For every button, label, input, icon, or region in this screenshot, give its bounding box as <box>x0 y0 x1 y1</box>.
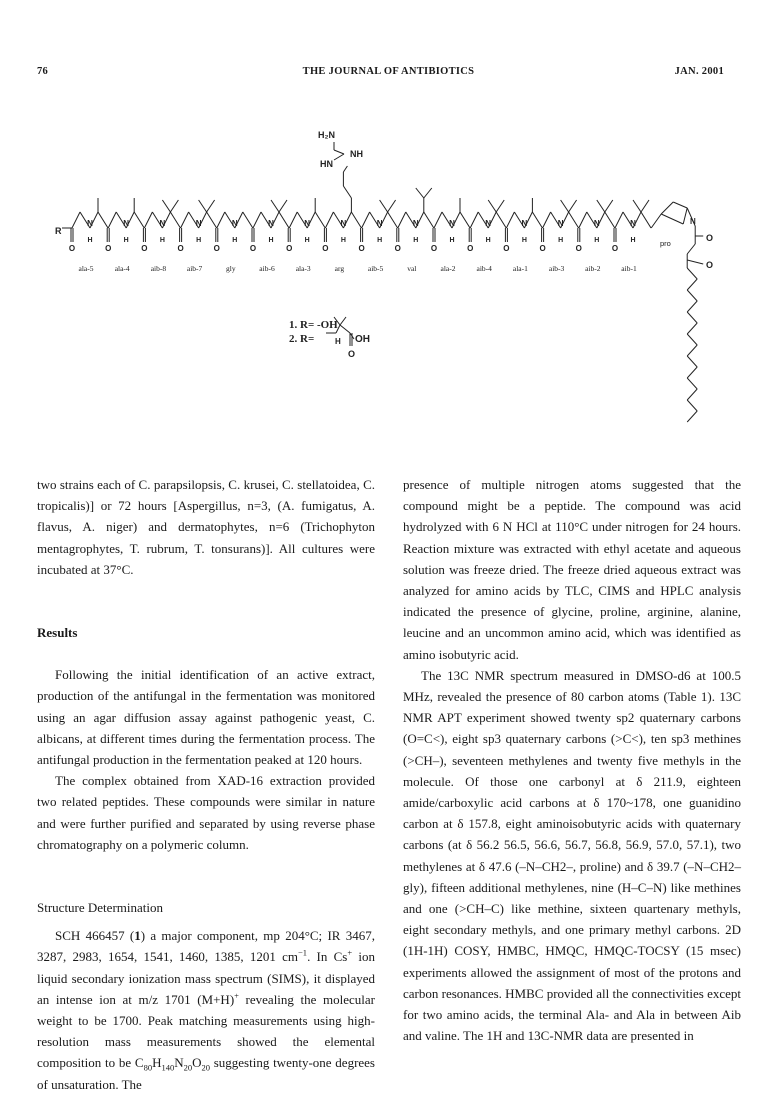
carbonyl-oxygen: O <box>611 244 619 253</box>
r-group-definition-1: 1. R= -OH <box>289 319 338 331</box>
residue-label-aib-7: aib-7 <box>186 264 203 273</box>
guanidine-h2n-label: H₂N <box>318 130 335 140</box>
amide-hydrogen: H <box>449 237 455 244</box>
amide-nitrogen: N <box>412 219 419 228</box>
amide-hydrogen: H <box>159 237 165 244</box>
amide-hydrogen: H <box>196 237 202 244</box>
results-heading: Results <box>37 625 78 641</box>
r-group-label: R <box>55 226 62 236</box>
amide-nitrogen: N <box>123 219 130 228</box>
carbonyl-oxygen: O <box>286 244 293 253</box>
amide-nitrogen: N <box>593 219 600 228</box>
aib-carbonyl-o: O <box>348 349 356 359</box>
issue-date: JAN. 2001 <box>674 66 724 77</box>
peptide-structure-figure <box>0 120 777 430</box>
r-group-definition-2: 2. R= <box>289 333 315 345</box>
aib-nh-h: H <box>335 337 341 346</box>
left-column <box>37 474 375 1095</box>
amide-hydrogen: H <box>594 237 600 244</box>
guanidine-hn-label: HN <box>320 159 333 169</box>
residue-label-aib-2: aib-2 <box>585 264 601 273</box>
left-paragraph-3: The complex obtained from XAD-16 extraction provided two related peptides. These compounds were similar in nature and were further purified and separated by using reverse phase chromatography on a polymeric column. <box>37 773 375 852</box>
amide-nitrogen: N <box>87 219 93 228</box>
residue-label-ala-2: ala-2 <box>440 264 456 273</box>
proline-carbonyl-o: O <box>706 233 714 243</box>
amide-nitrogen: N <box>340 219 347 228</box>
amide-nitrogen: N <box>521 219 528 228</box>
amide-nitrogen: N <box>304 219 311 228</box>
amide-hydrogen: H <box>485 237 491 244</box>
carbonyl-oxygen: O <box>503 244 510 253</box>
amide-nitrogen: N <box>376 219 383 228</box>
carbonyl-oxygen: O <box>105 244 112 253</box>
carbonyl-oxygen: O <box>177 244 184 253</box>
left-paragraph-2: Following the initial identification of an active extract, production of the antifungal in the fermentation was monitored using an agar diffusion assay against pathogenic yeast, C. albicans, at different times during the fermentation process. The antifungal production in the fermentation peaked at 120 hours. <box>37 667 375 768</box>
page-number: 76 <box>37 66 49 77</box>
residue-label-aib-8: aib-8 <box>150 264 167 273</box>
proline-n: N <box>690 217 696 226</box>
residue-label-ala-5: ala-5 <box>78 264 94 273</box>
amide-nitrogen: N <box>557 219 564 228</box>
carbonyl-oxygen: O <box>68 244 76 253</box>
carbonyl-oxygen: O <box>213 244 220 253</box>
amide-hydrogen: H <box>521 237 527 244</box>
right-paragraph-1: presence of multiple nitrogen atoms suggested that the compound might be a peptide. The compound was acid hydrolyzed with 6 N HCl at 110°C under nitrogen for 24 hours. Reaction mixture was extracted with ethyl acetate and aqueous solution was freeze dried. The freeze dried aqueous extract was analyzed for amino acids by TLC, CIMS and HPLC analysis indicated the presence of glycine, proline, arginine, alanine, leucine and an uncommon amino acid, which was identified as amino isobutyric acid. <box>403 477 741 662</box>
carbonyl-oxygen: O <box>141 244 148 253</box>
carbonyl-oxygen: O <box>358 244 365 253</box>
amide-hydrogen: H <box>232 237 238 244</box>
amide-nitrogen: N <box>231 219 238 228</box>
carbonyl-oxygen: O <box>394 244 401 253</box>
proline-label: pro <box>660 239 671 248</box>
residue-label-gly: gly <box>226 264 236 273</box>
residue-label-arg: arg <box>334 264 345 273</box>
residue-label-val: val <box>407 264 417 273</box>
structure-heading: Structure Determination <box>37 900 163 916</box>
left-paragraph-1: two strains each of C. parapsilopsis, C. krusei, C. stellatoidea, C. tropicalis)] or 72 hours [Aspergillus, n=3, (A. fumigatus, A. flavus, A. niger) and dermatophytes, n=6 (Trichophyton mentagrophytes, T. rubrum, T. tonsurans)]. All cultures were incubated at 37°C. <box>37 477 375 577</box>
amide-hydrogen: H <box>630 237 636 244</box>
residue-label-ala-3: ala-3 <box>295 264 311 273</box>
guanidine-nh-label: NH <box>350 149 363 159</box>
residue-label-aib-6: aib-6 <box>259 264 275 273</box>
carbonyl-oxygen: O <box>430 244 438 253</box>
amide-hydrogen: H <box>413 237 419 244</box>
amide-nitrogen: N <box>268 219 274 228</box>
carbonyl-oxygen: O <box>322 244 329 253</box>
carbonyl-oxygen: O <box>467 244 474 253</box>
carbonyl-oxygen: O <box>249 244 257 253</box>
amide-hydrogen: H <box>304 237 310 244</box>
amide-nitrogen: N <box>485 219 492 228</box>
amide-hydrogen: H <box>268 237 274 244</box>
aib-carboxyl-oh: OH <box>355 334 370 345</box>
amide-hydrogen: H <box>377 237 383 244</box>
amide-hydrogen: H <box>87 237 93 244</box>
right-column <box>403 474 741 1046</box>
journal-title: THE JOURNAL OF ANTIBIOTICS <box>302 66 475 77</box>
amide-nitrogen: N <box>630 219 636 228</box>
amide-nitrogen: N <box>449 219 455 228</box>
amide-hydrogen: H <box>340 237 346 244</box>
right-paragraph-2: The 13C NMR spectrum measured in DMSO-d6 at 100.5 MHz, revealed the presence of 80 carbon atoms (Table 1). 13C NMR APT experiment showed twenty sp2 quaternary carbons (O=C<), eight sp3 quaternary carbons (>C<), ten sp3 methines (>CH–), seventeen methylenes and twenty five methyls in the molecule. Of those one carbonyl at δ 211.9, eighteen amide/carboxylic acid carbons at δ 170~178, one guanidino carbon at δ 157.8, eight aminoisobutyric acids with quaternary carbons (at δ 56.2 56.5, 56.6, 56.7, 56.8, 56.9, 57.0, 57.1), two methylenes at δ 47.6 (–N–CH2–, proline) and δ 39.7 (–N–CH2– gly), fifteen additional methylenes, nine (H–C–N) like methines and one (>CH–C) like methine, sixteen quartenary methyls, eight secondary methyls, and one primary methyl carbons. 2D (1H-1H) COSY, HMBC, HMQC, HMQC-TOCSY (15 msec) experiments allowed the assignment of most of the protons and carbon resonances. HMBC provided all the connectivities except for two amino acids, the terminal Ala- and Ala in between Aib and valine. The 1H and 13C-NMR data are presented in <box>403 667 741 1044</box>
carbonyl-oxygen: O <box>539 244 546 253</box>
residue-label-aib-1: aib-1 <box>621 264 637 273</box>
carbonyl-oxygen: O <box>575 244 582 253</box>
amide-hydrogen: H <box>123 237 129 244</box>
amide-nitrogen: N <box>195 219 202 228</box>
residue-label-aib-5: aib-5 <box>367 264 384 273</box>
lipid-tail <box>687 268 697 422</box>
residue-label-aib-3: aib-3 <box>548 264 565 273</box>
residue-label-ala-1: ala-1 <box>512 264 528 273</box>
residue-label-aib-4: aib-4 <box>476 264 492 273</box>
amide-hydrogen: H <box>558 237 564 244</box>
amide-nitrogen: N <box>159 219 166 228</box>
ketone-o: O <box>706 260 714 270</box>
left-paragraph-4: SCH 466457 (1) a major component, mp 204°C; IR 3467, 3287, 2983, 1654, 1541, 1460, 1385, 1201 $cm^{-1}$. In Cs+ ion liquid secondary ionization mass spectrum (SIMS), it displayed an intense ion at m/z 1701 (M+H)+ revealing the molecular weight to be 1700. Peak matching measurements using high-resolution mass measurements showed the elemental composition to be $C_{80}H_{140}N_{20}O_{20}$ suggesting twenty-one degrees of unsaturation. The <box>37 928 375 1092</box>
residue-label-ala-4: ala-4 <box>114 264 130 273</box>
